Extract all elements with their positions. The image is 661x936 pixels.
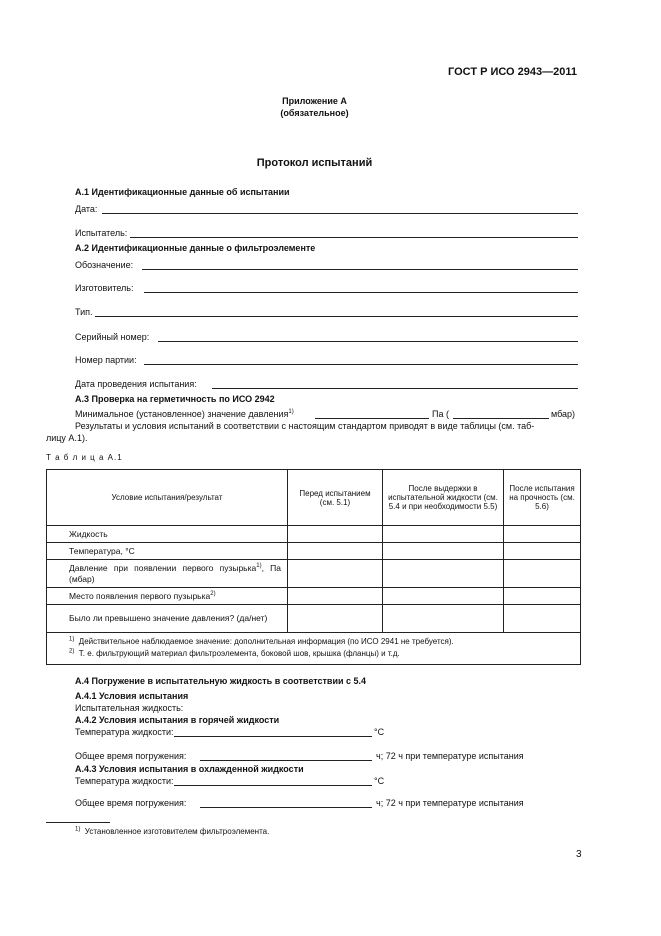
tester-field-line[interactable] xyxy=(130,237,578,238)
date-label: Дата: xyxy=(75,204,98,214)
hot-liquid-temp-label: Температура жидкости: xyxy=(75,727,174,737)
table-row xyxy=(47,526,581,543)
hot-total-time-note: ч; 72 ч при температуре испытания xyxy=(376,751,524,761)
cold-celsius-unit: °С xyxy=(374,776,385,786)
min-pressure-pa-line[interactable] xyxy=(315,418,429,419)
header-condition: Условие испытания/результат xyxy=(47,470,288,526)
cell-input[interactable] xyxy=(288,560,383,588)
min-pressure-label: Минимальное (установленное) значение давления$^{1)}$ xyxy=(75,409,294,419)
serial-number-label: Серийный номер: xyxy=(75,332,150,342)
cell-input[interactable] xyxy=(504,588,581,605)
cell-input[interactable] xyxy=(288,605,383,633)
cell-input[interactable] xyxy=(383,605,504,633)
header-before-test: Перед испытанием (см. 5.1) xyxy=(288,470,383,526)
table-row xyxy=(47,560,581,588)
section-a3-heading: А.3 Проверка на герметичность по ИСО 2942 xyxy=(75,394,275,404)
row-label-first-bubble-pressure: Давление при появлении первого пузырька$^{1)}$, Па (мбар) xyxy=(47,560,288,588)
document-code: ГОСТ Р ИСО 2943—2011 xyxy=(448,66,578,78)
results-table xyxy=(46,469,581,665)
footnote-ref-1: 1) xyxy=(288,409,294,415)
header-after-strength-test: После испытания на прочность (см. 5.6) xyxy=(504,470,581,526)
table-row xyxy=(47,588,581,605)
pa-label: Па ( xyxy=(432,409,449,419)
table-row xyxy=(47,543,581,560)
cell-input[interactable] xyxy=(288,526,383,543)
test-date-label: Дата проведения испытания: xyxy=(75,379,197,389)
section-a4-heading: А.4 Погружение в испытательную жидкость в соответствии с 5.4 xyxy=(75,676,367,686)
cell-input[interactable] xyxy=(288,588,383,605)
cell-input[interactable] xyxy=(504,543,581,560)
manufacturer-label: Изготовитель: xyxy=(75,283,134,293)
results-text-line2: лицу А.1). xyxy=(46,433,88,443)
protocol-title: Протокол испытаний xyxy=(256,157,373,169)
row-label-liquid: Жидкость xyxy=(47,526,288,543)
serial-number-field-line[interactable] xyxy=(158,341,578,342)
cell-input[interactable] xyxy=(504,526,581,543)
cold-total-time-note: ч; 72 ч при температуре испытания xyxy=(376,798,524,808)
type-field-line[interactable] xyxy=(95,316,578,317)
tester-label: Испытатель: xyxy=(75,228,128,238)
hot-total-time-line[interactable] xyxy=(200,760,372,761)
manufacturer-field-line[interactable] xyxy=(144,292,578,293)
batch-number-label: Номер партии: xyxy=(75,355,137,365)
cold-total-time-label: Общее время погружения: xyxy=(75,798,187,808)
cold-liquid-temp-label: Температура жидкости: xyxy=(75,776,174,786)
cell-input[interactable] xyxy=(383,588,504,605)
section-a41-heading: А.4.1 Условия испытания xyxy=(75,691,189,701)
cell-input[interactable] xyxy=(288,543,383,560)
appendix-subtitle: (обязательное) xyxy=(280,108,349,118)
table-footnotes-row xyxy=(47,633,581,665)
row-label-bubble-location: Место появления первого пузырька$^{2)}$ xyxy=(47,588,288,605)
cold-liquid-temp-line[interactable] xyxy=(174,785,372,786)
footnote-separator xyxy=(46,822,110,823)
section-a2-heading: А.2 Идентификационные данные о фильтроэлементе xyxy=(75,243,316,253)
cell-input[interactable] xyxy=(383,526,504,543)
page-footnote: $^{1)}$ Установленное изготовителем фильтроэлемента. xyxy=(75,826,270,836)
table-footnote-2: $^{2)}$ Т. е. фильтрующий материал фильтроэлемента, боковой шов, крышка (фланцы) и т.д. xyxy=(69,648,400,658)
table-footnotes xyxy=(47,633,581,665)
designation-field-line[interactable] xyxy=(142,269,578,270)
min-pressure-mbar-line[interactable] xyxy=(453,418,549,419)
table-caption: Т а б л и ц а А.1 xyxy=(46,453,123,462)
cell-input[interactable] xyxy=(383,560,504,588)
table-header-row xyxy=(47,470,581,526)
appendix-title: Приложение А xyxy=(282,96,347,106)
designation-label: Обозначение: xyxy=(75,260,134,270)
hot-celsius-unit: °С xyxy=(374,727,385,737)
row-label-temperature: Температура, °С xyxy=(47,543,288,560)
cell-input[interactable] xyxy=(504,605,581,633)
type-label: Тип. xyxy=(75,307,93,317)
mbar-label: мбар) xyxy=(551,409,576,419)
results-text-line1: Результаты и условия испытаний в соответствии с настоящим стандартом приводят в виде таблицы (см. таб- xyxy=(75,421,535,431)
row-label-pressure-exceeded: Было ли превышено значение давления? (да/нет) xyxy=(47,605,288,633)
cell-input[interactable] xyxy=(383,543,504,560)
cell-input[interactable] xyxy=(504,560,581,588)
table-footnote-1: $^{1)}$ Действительное наблюдаемое значение: дополнительная информация (по ИСО 2941 не требуется). xyxy=(69,636,454,646)
date-field-line[interactable] xyxy=(102,213,578,214)
batch-number-field-line[interactable] xyxy=(144,364,578,365)
section-a43-heading: А.4.3 Условия испытания в охлажденной жидкости xyxy=(75,764,304,774)
header-after-immersion: После выдержки в испытательной жидкости (см. 5.4 и при необходимости 5.5) xyxy=(383,470,504,526)
page-number: 3 xyxy=(576,849,582,860)
section-a1-heading: А.1 Идентификационные данные об испытании xyxy=(75,187,290,197)
hot-total-time-label: Общее время погружения: xyxy=(75,751,187,761)
hot-liquid-temp-line[interactable] xyxy=(174,736,372,737)
section-a42-heading: А.4.2 Условия испытания в горячей жидкости xyxy=(75,715,280,725)
cold-total-time-line[interactable] xyxy=(200,807,372,808)
table-row xyxy=(47,605,581,633)
test-date-field-line[interactable] xyxy=(212,388,578,389)
test-liquid-label: Испытательная жидкость: xyxy=(75,703,184,713)
